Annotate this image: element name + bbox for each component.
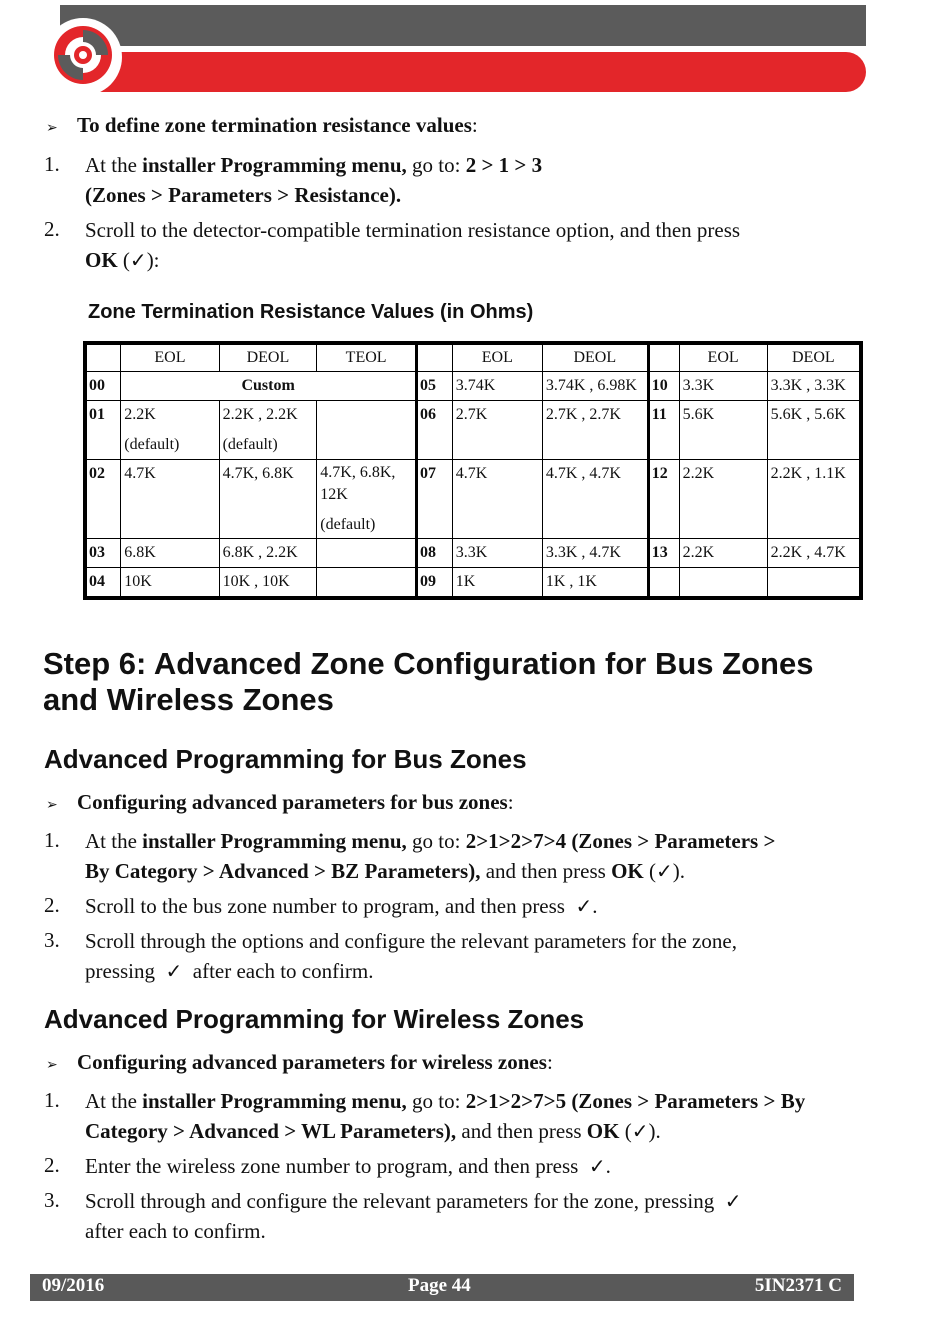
zone-number: 02 [85,460,121,539]
resistance-table [83,341,863,600]
eol-value: 4.7K [452,460,542,539]
step-number: 2. [44,217,60,241]
check-icon: ✓ [724,1189,742,1213]
step-number: 1. [44,152,60,176]
deol-value: 1K , 1K [542,568,648,599]
zone-number: 07 [416,460,452,539]
header-gray-bar [60,5,866,46]
step-number: 3. [44,1188,60,1212]
check-icon: ✓ [129,248,147,272]
eol-value: 3.74K [452,372,542,401]
bullet-arrow-icon: ➢ [46,1058,58,1073]
step-number: 1. [44,1088,60,1112]
zone-number: 06 [416,401,452,460]
bullet-arrow-icon: ➢ [46,798,58,813]
table-title: Zone Termination Resistance Values (in Ohms) [88,301,534,323]
check-icon: ✓ [631,1119,649,1143]
zone-number: 11 [648,401,679,460]
zone-number: 10 [648,372,679,401]
eol-value: 3.3K [452,539,542,568]
eol-value: 10K [121,568,219,599]
col-header: EOL [452,343,542,372]
step-text: Scroll to the detector-compatible termination resistance option, and then press [85,218,741,242]
teol-value [317,568,417,599]
deol-value: 3.3K , 4.7K [542,539,648,568]
eol-value: 2.7K [452,401,542,460]
teol-value: 4.7K, 6.8K, 12K (default) [317,460,417,539]
step-text-line2: pressing ✓ after each to confirm. [85,959,374,983]
table-row [85,539,861,568]
zone-number: 08 [416,539,452,568]
zone-number: 03 [85,539,121,568]
bus-bullet: Configuring advanced parameters for bus zones: [77,790,514,814]
step-number: 3. [44,928,60,952]
zone-number: 04 [85,568,121,599]
bus-zones-heading: Advanced Programming for Bus Zones [44,744,527,774]
zone-number: 00 [85,372,121,401]
company-logo-icon [52,24,114,86]
table-row [85,401,861,460]
step-text: At the installer Programming menu, go to: 2>1>2>7>4 (Zones > Parameters > [85,829,776,853]
zone-number: 13 [648,539,679,568]
table-row [85,460,861,539]
deol-value: 4.7K , 4.7K [542,460,648,539]
teol-value [317,401,417,460]
table-header-row [85,343,861,372]
table-row [85,568,861,599]
eol-value: 2.2K (default) [121,401,219,460]
col-header: DEOL [542,343,648,372]
deol-value: 3.3K , 3.3K [767,372,861,401]
step-text: Scroll to the bus zone number to program, and then press ✓. [85,894,598,918]
zone-number: 12 [648,460,679,539]
col-header: TEOL [317,343,417,372]
table-row [85,372,861,401]
check-icon: ✓ [656,859,673,883]
custom-cell: Custom [121,372,417,401]
step-text: At the installer Programming menu, go to: 2>1>2>7>5 (Zones > Parameters > By [85,1089,806,1113]
header-red-bar [100,52,866,92]
deol-value: 2.7K , 2.7K [542,401,648,460]
deol-value: 3.74K , 6.98K [542,372,648,401]
deol-value: 6.8K , 2.2K [219,539,317,568]
page-footer [30,1274,854,1301]
zone-number: 05 [416,372,452,401]
step-text-line2: OK (✓): [85,248,160,272]
col-header: EOL [121,343,219,372]
section-bullet: To define zone termination resistance values: [77,113,478,137]
step-text: Scroll through and configure the relevant parameters for the zone, pressing ✓ [85,1189,742,1213]
deol-value: 5.6K , 5.6K [767,401,861,460]
zone-number: 01 [85,401,121,460]
step-text: Enter the wireless zone number to program, and then press ✓. [85,1154,611,1178]
wireless-bullet: Configuring advanced parameters for wireless zones: [77,1050,553,1074]
eol-value: 3.3K [679,372,767,401]
step6-title: Step 6: Advanced Zone Configuration for Bus Zones and Wireless Zones [43,646,814,717]
page-header [0,0,950,100]
step-text-line2: By Category > Advanced > BZ Parameters), and then press OK (✓). [85,859,686,883]
step-number: 1. [44,828,60,852]
col-header: EOL [679,343,767,372]
check-icon: ✓ [165,959,183,983]
wireless-zones-heading: Advanced Programming for Wireless Zones [44,1004,585,1034]
eol-value: 2.2K [679,539,767,568]
step-text: Scroll through the options and configure the relevant parameters for the zone, [85,929,737,953]
check-icon: ✓ [575,894,593,918]
step-number: 2. [44,893,60,917]
zone-number: 09 [416,568,452,599]
teol-value [317,539,417,568]
footer-doc-id: 5IN2371 C [754,1275,842,1296]
bullet-arrow-icon: ➢ [46,121,58,136]
step-number: 2. [44,1153,60,1177]
check-icon: ✓ [588,1154,606,1178]
col-header: DEOL [767,343,861,372]
deol-value: 2.2K , 4.7K [767,539,861,568]
step-text-line2: (Zones > Parameters > Resistance). [85,183,402,207]
eol-value: 5.6K [679,401,767,460]
eol-value: 6.8K [121,539,219,568]
step-text-line2: Category > Advanced > WL Parameters), and then press OK (✓). [85,1119,661,1143]
footer-date: 09/2016 [42,1275,105,1296]
step-text: At the installer Programming menu, go to: 2 > 1 > 3 [85,153,543,177]
deol-value: 2.2K , 1.1K [767,460,861,539]
col-header: DEOL [219,343,317,372]
step-text-line2: after each to confirm. [85,1219,266,1243]
eol-value: 2.2K [679,460,767,539]
deol-value: 2.2K , 2.2K (default) [219,401,317,460]
footer-page-number: Page 44 [408,1275,471,1296]
eol-value: 4.7K [121,460,219,539]
deol-value: 10K , 10K [219,568,317,599]
eol-value: 1K [452,568,542,599]
deol-value: 4.7K, 6.8K [219,460,317,539]
